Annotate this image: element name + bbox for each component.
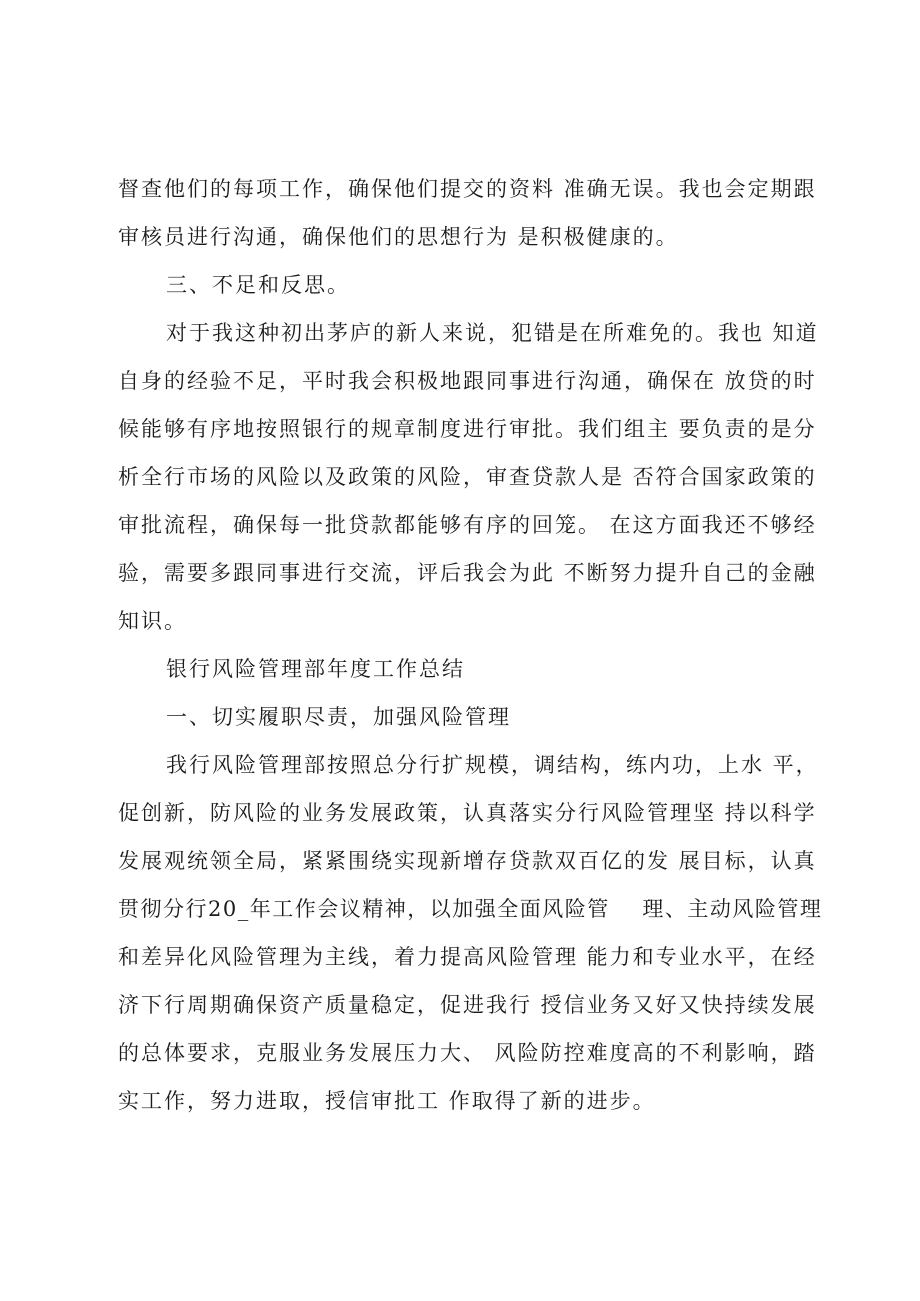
- text-line: 审核员进行沟通，确保他们的思想行为 是积极健康的。: [118, 225, 679, 249]
- section-heading: 一、切实履职尽责，加强风险管理: [166, 705, 511, 729]
- text-line: 知识。: [118, 609, 187, 633]
- text-line: 自身的经验不足，平时我会积极地跟同事进行沟通，确保在 放贷的时: [118, 369, 817, 393]
- text-line: 我行风险管理部按照总分行扩规模，调结构，练内功，上水 平，: [166, 753, 819, 777]
- text-line: 候能够有序地按照银行的规章制度进行审批。我们组主 要负责的是分: [118, 417, 817, 441]
- text-line: 督查他们的每项工作，确保他们提交的资料 准确无误。我也会定期跟: [118, 177, 817, 201]
- text-line: 实工作，努力进取，授信审批工 作取得了新的进步。: [118, 1089, 656, 1113]
- text-line: 促创新，防风险的业务发展政策，认真落实分行风险管理坚 持以科学: [118, 801, 817, 825]
- text-line: 的总体要求，克服业务发展压力大、 风险防控难度高的不利影响，踏: [118, 1041, 817, 1065]
- text-line: 和差异化风险管理为主线，着力提高风险管理 能力和专业水平，在经: [118, 945, 817, 969]
- section-heading: 三、不足和反思。: [166, 273, 350, 297]
- text-line: 析全行市场的风险以及政策的风险，审查贷款人是 否符合国家政策的: [118, 465, 817, 489]
- text-line: 贯彻分行20_年工作会议精神，以加强全面风险管 理、主动风险管理: [118, 897, 823, 921]
- text-line: 对于我这种初出茅庐的新人来说，犯错是在所难免的。我也 知道: [166, 321, 819, 345]
- document-title: 银行风险管理部年度工作总结: [166, 657, 465, 681]
- text-line: 验，需要多跟同事进行交流，评后我会为此 不断努力提升自己的金融: [118, 561, 817, 585]
- text-line: 审批流程，确保每一批贷款都能够有序的回笼。 在这方面我还不够经: [118, 513, 817, 537]
- text-line: 济下行周期确保资产质量稳定，促进我行 授信业务又好又快持续发展: [118, 993, 817, 1017]
- text-line: 发展观统领全局，紧紧围绕实现新增存贷款双百亿的发 展目标，认真: [118, 849, 817, 873]
